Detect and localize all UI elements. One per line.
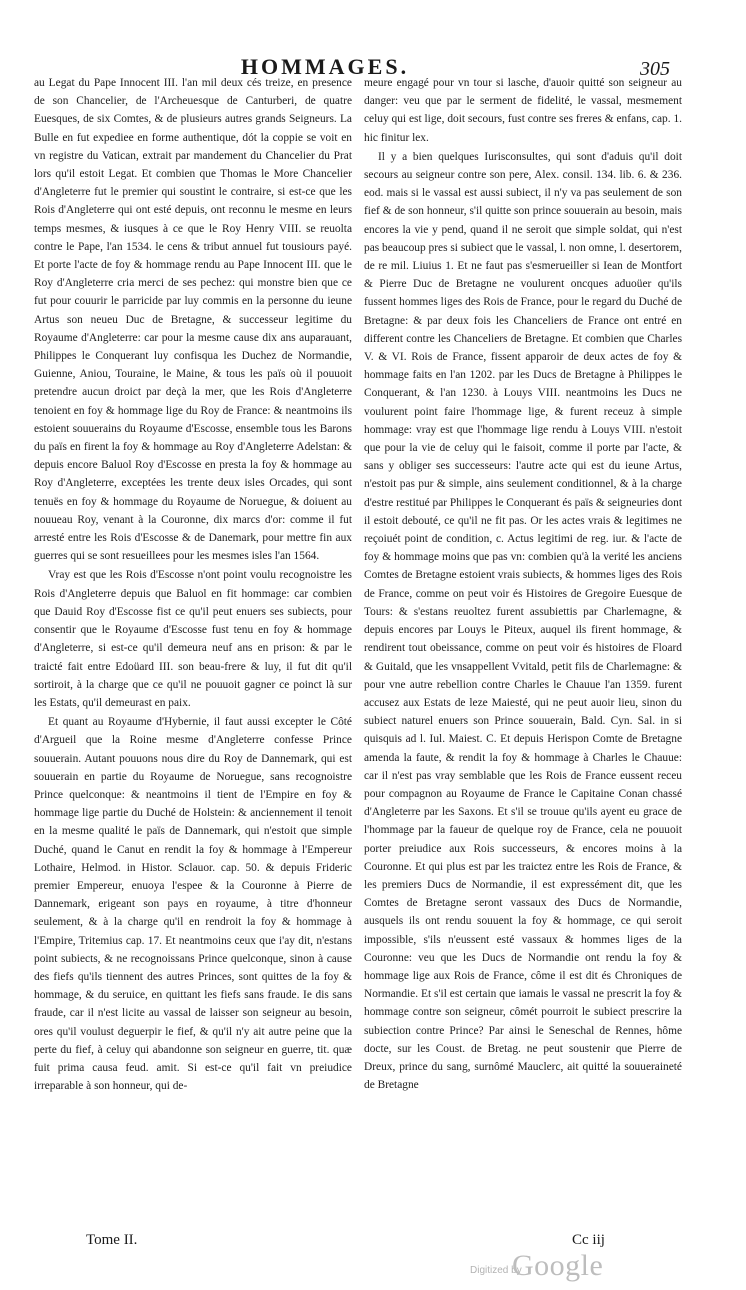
watermark-caption: Digitized by [470,1265,522,1276]
paragraph: Vray est que les Rois d'Escosse n'ont point voulu recognoistre les Rois d'Angleterre depuis que Baluol en fit hommage: car combien que Dauid Roy d'Escosse fist ce qu'il peut enuers ses subiects, pour consentir que le Royaume d'Escosse fust tenu en foy & hommage d'Angleterre, si est-ce qu'il demeura neuf ans en prison: & par le traicté fait entre Edoüard III. son beau-frere & luy, il fut dit qu'il sortiroit, à la charge que ce qu'il ne pouuoit gagner ce poinct là sur les Estats, qu'il demeurast en paix. [34,569,352,709]
paragraph: Il y a bien quelques Iurisconsultes, qui sont d'aduis qu'il doit secours au seigneur contre son pere, Alex. consil. 134. lib. 6. & 236. eod. mais si le vassal est aussi subiect, il n'y va pas seulement de son fief & de son honneur, s'il quitte son prince souuerain au besoin, mais encores la vie y pend, quand il ne seroit que simple soldat, qui n'est pas beaucoup pres si subiect que le vassal, l. non omne, l. desertorem, de re mil. Liuius 1. Et ne faut pas s'esmerueiller si Iean de Montfort & Pierre Duc de Bretagne ne voulurent oncques aduoüer qu'ils fussent hommes liges des Rois de France, pour le regard du Duché de Bretagne: & par deux fois les Chanceliers de France ont entré en different contre les Chanceliers de Bretagne. Et combien que Charles V. & VI. Rois de France, fissent apparoir de deux actes de foy & hommage faits en l'an 1202. par les Ducs de Bretagne à Philippes le Conquerant, & l'an 1230. à Louys VIII. neantmoins les Ducs ne voulurent point faire l'hommage lige, & furent receuz à simple hommage: vray est que l'hommage lige rendu à Louys VIII. n'estoit que pour la vie de celuy qui le faisoit, comme il porte par l'acte, & sans y obliger ses successeurs: l'autre acte qui est du ieune Artus, n'estoit pas pur & simple, ains seulement conditionnel, & à la charge d'estre restitué par Philippes le Conquerant és païs & seigneuries dont il estoit debouté, ce qu'il ne fit pas. Or les actes vrais & legitimes ne reçoiuét point de condition, c. Actus legitimi de reg. iur. & l'acte de foy & hommage moins que pas vn: combien qu'à la verité les anciens Comtes de Bretagne estoient vrais subiects, & hommes liges des Rois de France, comme on peut voir és Histoires de Gregoire Euesque de Tours: & s'estans reuoltez furent assubiettis par Charlemagne, & depuis encores par Louys le Piteux, auquel ils firent hommage, & rendirent tout obeissance, comme on peut voir és histoires de Floard & Guitald, que les vnsappellent Vvitald, petit fils de Charlemagne: & pour vne autre rebellion contre Charles le Chauue l'an 1359. furent accusez aux Estats de leze Maiesté, qui ne peut auoir lieu, sinon du subiect naturel enuers son Prince souuerain, Bald. Cyn. Sal. in si quisquis ad l. Iul. Maiest. C. Et depuis Herispon Comte de Bretagne amenda la faute, & rendit la foy & hommage à Charles le Chauue: car il n'est pas vray semblable que les Rois de France eussent receu pour compagnon au Royaume de France le Capitaine Conan chassé d'Angleterre par les Saxons. Et s'il se trouue qu'ils ayent eu grace de l'hommage par la faueur de quelque roy de France, cela ne pouuoit porter preiudice aux Rois successeurs, & encores moins à la Couronne. Et qui plus est par les traictez entre les Rois de France, & les premiers Ducs de Normandie, il est expressément dit, que les Comtes de Bretagne seront vassaux des Ducs de Normandie, ausquels ils ont rendu souuent la foy & hommage, ce qui seroit impossible, s'ils n'eussent esté vassaux & hommes liges de la Couronne: veu que les Ducs de Normandie ont rendu la foy & hommage lige aux Rois de France, côme il est dit és Chroniques de Normandie. Et s'il est certain que iamais le vassal ne prescrit la foy & hommage contre son seigneur, cômét pourroit le subiect prescrire la subiection contre Prince? Par ainsi le Seneschal de Rennes, hôme docte, sur les Coust. de Bretag. ne peut soustenir que Pierre de Dreux, prince du sang, surnômé Mauclerc, ait quitté la souueraineté de Bretagne [364,150,682,1092]
running-title: HOMMAGES. [240,54,410,79]
paragraph: Et quant au Royaume d'Hybernie, il faut aussi excepter le Côté d'Argueil que la Roine mesme d'Angleterre confesse Prince souuerain. Autant pouuons nous dire du Roy de Dannemark, qui est souuerain en partie du Royaume de Noruegue, sans recognoistre Prince quelconque: & neantmoins il tient de l'Empire en foy & hommage lige partie du Duché de Holstein: & anciennement il tenoit en la mesme qualité le païs de Dannemark, qui n'estoit que simple Duché, quand le Canut en rendit la foy & hommage à l'Empereur Lothaire, Helmod. in Histor. Sclauor. cap. 50. & depuis Frideric premier Empereur, enuoya l'espee & la Couronne à Pierre de Dannemark, erigeant son pays en royaume, à titre d'honneur seulement, & à la charge qu'il en rendroit la foy & hommage à l'Empire, Tritemius cap. 17. Et neantmoins ceux que i'ay dit, n'estans point subiects, & ne recognoissans Prince quelconque, sinon à cause des fiefs qu'ils tiennent des autres Princes, sont quittes de la foy & hommage, & du seruice, en quittant les fiefs sans fraude. Ie dis sans fraude, car il n'est licite au vassal de laisser son seigneur au besoin, ores qu'il voulust deguerpir le fief, & qu'il n'y ait autre peine que la perte du fief, à celuy qui abandonne son seigneur en guerre, tit. quæ fuit prima causa feud. amit. Si est-ce qu'il fait vn preiudice irreparable à son honneur, qui de- [34,716,352,1093]
google-logo: Google [512,1249,604,1282]
paragraph: au Legat du Pape Innocent III. l'an mil deux cés treize, en presence de son Chancelier, de l'Archeuesque de Canturberi, de quatre Euesques, de six Comtes, & de plusieurs autres grands Seigneurs. La Bulle en fut expediee en forme authentique, dót la coppie se voit en vn registre du Vatican, extrait par mandement du Chancelier du Prat lors qu'il estoit Legat. Et combien que Thomas le More Chancelier d'Angleterre fut le premier qui soustint le contraire, si est-ce que les Rois d'Angleterre qui ont esté depuis, ont reconnu le mesme en leurs temps mesmes, & iusques à ce que le Roy Henry VIII. se reuolta contre le Pape, l'an 1534. le cens & tribut annuel fut tousiours payé. Et porte l'acte de foy & hommage rendu au Pape Innocent III. que le Roy d'Angleterre cria merci de ses pechez: qui monstre bien que ce fut pour couurir le parricide par luy commis en la personne du ieune Artus son neueu Duc de Bretagne, & successeur legitime du Royaume d'Angleterre: car pour la mesme cause dix ans auparauant, Philippes le Conquerant luy confisqua les Duchez de Normandie, Guienne, Aniou, Touraine, le Maine, & tous les païs où il pouuoit pretendre aucun droict par deçà la mer, que les Rois d'Angleterre tenoient en foy & hommage lige du Roy de France: & neantmoins ils estoient souuerains du Royaume d'Escosse, ensemble tous les Barons du païs en firent la foy & hommage au Roy d'Angleterre Adelstan: & depuis encore Baluol Roy d'Escosse en presta la foy & hommage au Roy d'Angleterre, exceptées les trente deux isles Orcades, qui sont tenuës en foy & hommage du Royaume de Noruegue, & doiuent au nouueau Roy, venant à la Couronne, dix marcs d'or: comme il fut arresté entre les Rois d'Escosse & de Danemark, pour mettre fin aux guerres qui se sont resueillees pour les mesmes isles l'an 1564. [34,77,352,563]
right-column [364,74,682,1094]
signature-mark: Cc iij [572,1232,605,1248]
paragraph: meure engagé pour vn tour si lasche, d'auoir quitté son seigneur au danger: veu que par le serment de fidelité, le vassal, mesmement celuy qui est lige, doit secours, fust contre ses freres & enfans, cap. 1. hic finitur lex. [364,77,682,144]
digitization-watermark [470,1249,720,1285]
volume-label: Tome II. [86,1232,138,1248]
left-column [34,74,352,1095]
page-number: 305 [640,58,670,80]
